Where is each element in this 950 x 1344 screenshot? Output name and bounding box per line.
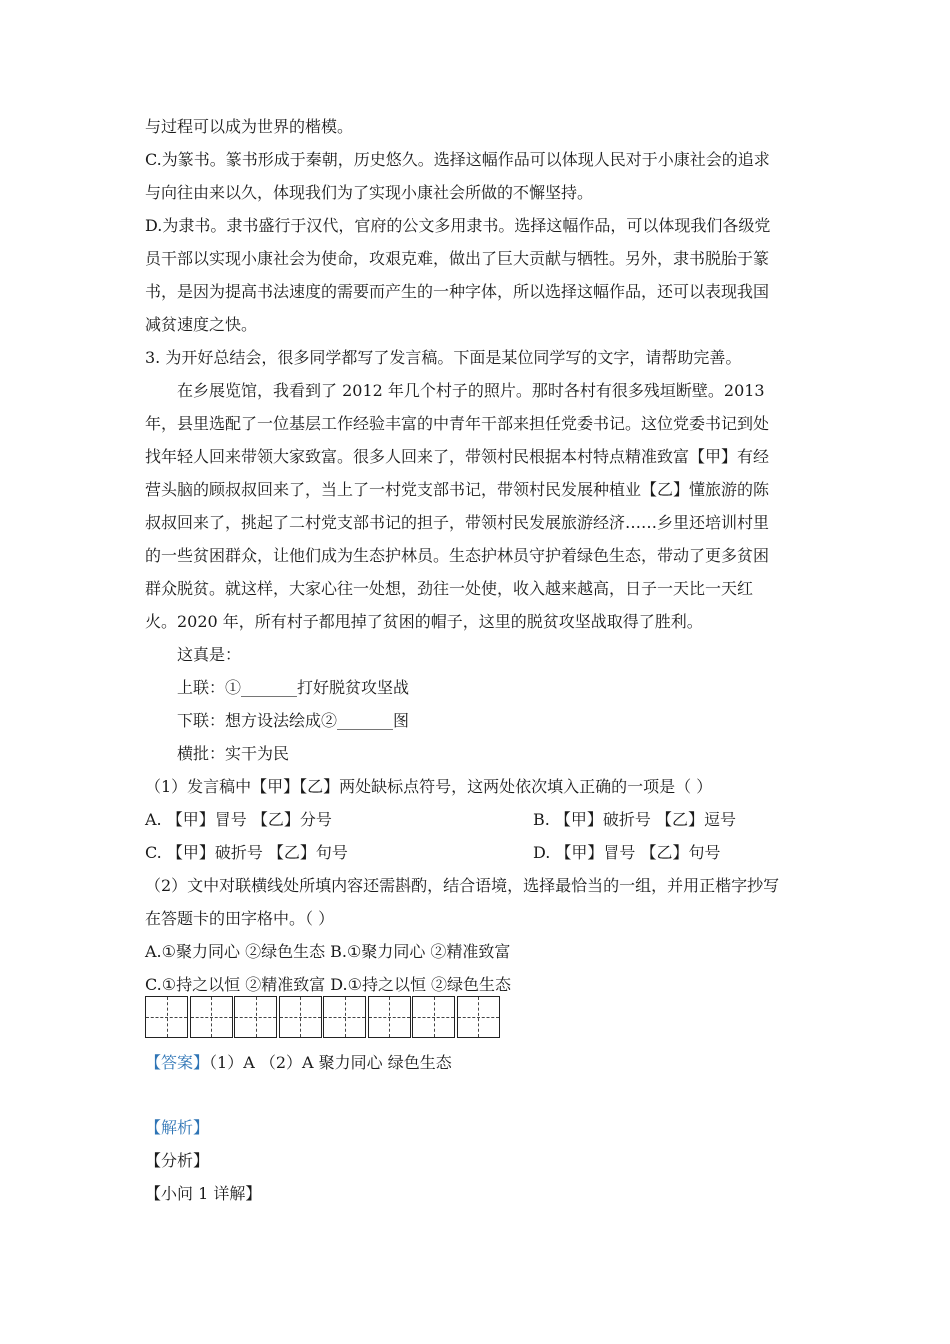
option-b: B. 【甲】破折号 【乙】逗号: [533, 810, 737, 829]
answer-label: 【答案】: [145, 1053, 210, 1072]
passage-line: 营头脑的顾叔叔回来了，当上了一村党支部书记，带领村民发展种植业【乙】懂旅游的陈: [145, 480, 770, 499]
couplet-upper: 上联：①_______打好脱贫攻坚战: [177, 678, 410, 697]
tianzige-grid: [145, 996, 501, 1038]
choice-row-ab: A.①聚力同心 ②绿色生态 B.①聚力同心 ②精准致富: [145, 942, 511, 961]
passage-line: 群众脱贫。就这样，大家心往一处想，劲往一处使，收入越来越高，日子一天比一天红: [145, 579, 754, 598]
couplet-horizontal: 横批：实干为民: [177, 744, 290, 763]
passage-line: 的一些贫困群众，让他们成为生态护林员。生态护林员守护着绿色生态，带动了更多贫困: [145, 546, 770, 565]
text-line: 与向往由来以久，体现我们为了实现小康社会所做的不懈坚持。: [145, 183, 594, 202]
option-d: D. 【甲】冒号 【乙】句号: [533, 843, 721, 862]
answer-line: [145, 1053, 452, 1073]
text-line: 书，是因为提高书法速度的需要而产生的一种字体，所以选择这幅作品，还可以表现我国: [145, 282, 770, 301]
passage-line: 找年轻人回来带领大家致富。很多人回来了，带领村民根据本村特点精准致富【甲】有经: [145, 447, 770, 466]
grid-cell: [412, 996, 455, 1038]
passage-line: 叔叔回来了，挑起了二村党支部书记的担子，带领村民发展旅游经济……乡里还培训村里: [145, 513, 770, 532]
sub-question-1: （1）发言稿中【甲】【乙】两处缺标点符号，这两处依次填入正确的一项是（ ）: [145, 777, 713, 796]
text-line: 减贫速度之快。: [145, 315, 258, 334]
grid-cell: [145, 996, 188, 1038]
couplet-intro: 这真是：: [177, 645, 242, 664]
option-d-explanation: D.为隶书。隶书盛行于汉代，官府的公文多用隶书。选择这幅作品，可以体现我们各级党: [145, 216, 771, 235]
text-line: 与过程可以成为世界的楷模。: [145, 117, 354, 136]
passage-line: 年，县里选配了一位基层工作经验丰富的中青年干部来担任党委书记。这位党委书记到处: [145, 414, 770, 433]
analysis-heading: 【解析】: [145, 1118, 210, 1137]
grid-cell: [190, 996, 233, 1038]
choice-row-cd: C.①持之以恒 ②精准致富 D.①持之以恒 ②绿色生态: [145, 975, 512, 994]
answer-text: （1）A （2）A 聚力同心 绿色生态: [209, 1053, 452, 1072]
passage-line: 在乡展览馆，我看到了 2012 年几个村子的照片。那时各村有很多残垣断壁。2013: [177, 381, 765, 400]
passage-line: 火。2020 年，所有村子都甩掉了贫困的帽子，这里的脱贫攻坚战取得了胜利。: [145, 612, 703, 631]
text-line: 员干部以实现小康社会为使命，攻艰克难，做出了巨大贡献与牺牲。另外，隶书脱胎于篆: [145, 249, 770, 268]
question-3-prompt: 3. 为开好总结会，很多同学都写了发言稿。下面是某位同学写的文字，请帮助完善。: [145, 348, 742, 367]
option-c: C. 【甲】破折号 【乙】句号: [145, 843, 348, 862]
grid-cell: [368, 996, 411, 1038]
grid-cell: [234, 996, 277, 1038]
text-line: 在答题卡的田字格中。（ ）: [145, 909, 335, 928]
analysis-subheading: 【分析】: [145, 1151, 210, 1170]
grid-cell: [457, 996, 500, 1038]
option-c-explanation: C.为篆书。篆书形成于秦朝，历史悠久。选择这幅作品可以体现人民对于小康社会的追求: [145, 150, 770, 169]
grid-cell: [279, 996, 322, 1038]
sub-question-1-detail-heading: 【小问 1 详解】: [145, 1184, 262, 1203]
option-a: A. 【甲】冒号 【乙】分号: [145, 810, 332, 829]
grid-cell: [323, 996, 366, 1038]
sub-question-2: （2）文中对联横线处所填内容还需斟酌，结合语境，选择最恰当的一组，并用正楷字抄写: [145, 876, 780, 895]
couplet-lower: 下联：想方设法绘成②_______图: [177, 711, 410, 730]
